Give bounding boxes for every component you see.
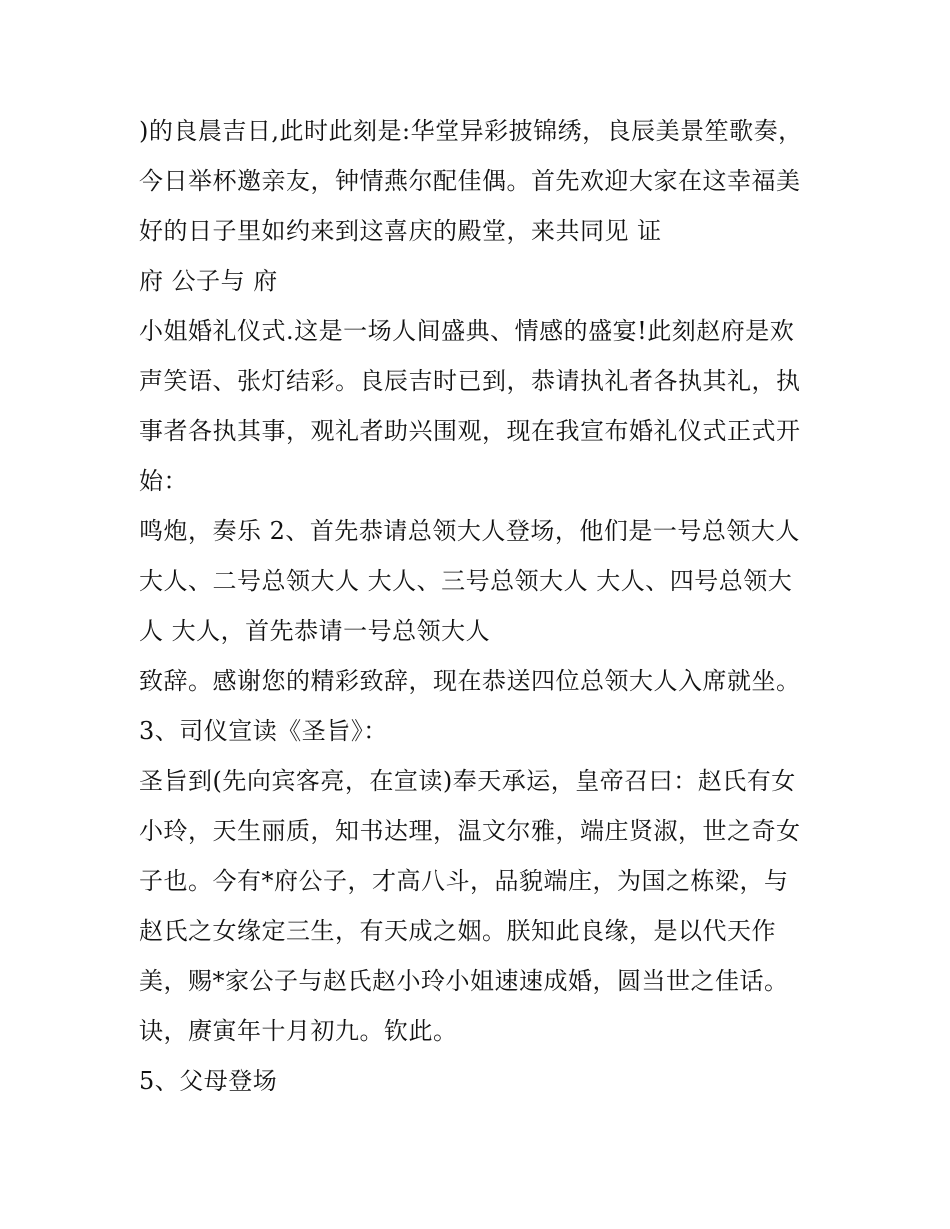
- text-line: 好的日子里如约来到这喜庆的殿堂，来共同见 证: [139, 217, 662, 245]
- text-line: 致辞。感谢您的精彩致辞，现在恭送四位总领大人入席就坐。: [139, 667, 801, 695]
- text-line: )的良晨吉日,此时此刻是:华堂异彩披锦绣，良辰美景笙歌奏，: [139, 117, 803, 145]
- text-line: 今日举杯邀亲友，钟情燕尔配佳偶。首先欢迎大家在这幸福美: [139, 167, 801, 195]
- text-line: 府 公子与 府: [139, 267, 278, 295]
- text-line: 始：: [139, 467, 188, 495]
- text-line: 鸣炮，奏乐 2、首先恭请总领大人登场，他们是一号总领大人: [139, 517, 800, 545]
- text-line: 小姐婚礼仪式.这是一场人间盛典、情感的盛宴!此刻赵府是欢: [139, 317, 795, 345]
- text-line: 赵氏之女缘定三生，有天成之姻。朕知此良缘，是以代天作: [139, 917, 776, 945]
- text-line: 3、司仪宣读《圣旨》：: [139, 717, 388, 745]
- text-line: 小玲，天生丽质，知书达理，温文尔雅，端庄贤淑，世之奇女: [139, 817, 801, 845]
- text-line: 声笑语、张灯结彩。良辰吉时已到，恭请执礼者各执其礼，执: [139, 367, 801, 395]
- text-line: 大人、二号总领大人 大人、三号总领大人 大人、四号总领大: [139, 567, 793, 595]
- text-line: 美，赐*家公子与赵氏赵小玲小姐速速成婚，圆当世之佳话。: [139, 967, 789, 995]
- text-line: 诀，赓寅年十月初九。钦此。: [139, 1017, 458, 1045]
- text-line: 圣旨到(先向宾客亮，在宣读)奉天承运，皇帝召曰：赵氏有女: [139, 767, 796, 795]
- text-line: 子也。今有*府公子，才高八斗，品貌端庄，为国之栋梁，与: [139, 867, 789, 895]
- text-line: 5、父母登场: [139, 1067, 278, 1095]
- text-line: 事者各执其事，观礼者助兴围观，现在我宣布婚礼仪式正式开: [139, 417, 801, 445]
- document-body: [139, 106, 829, 1106]
- text-line: 人 大人，首先恭请一号总领大人: [139, 617, 491, 645]
